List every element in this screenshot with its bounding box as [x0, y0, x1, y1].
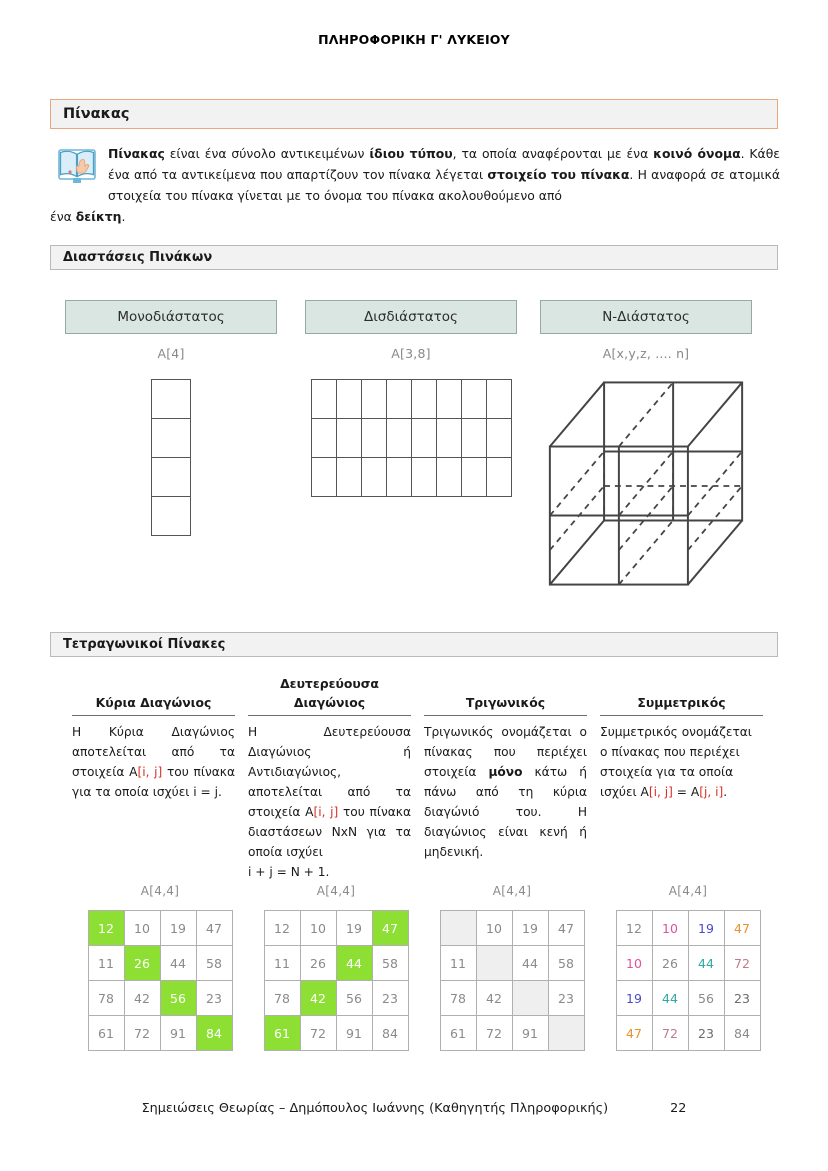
section-header-dimensions-label: Διαστάσεις Πινάκων	[63, 250, 213, 265]
matrix-cell: 72	[724, 946, 760, 981]
grid-cell	[411, 419, 436, 458]
matrix-cell: 78	[264, 981, 300, 1016]
matrix-cell: 12	[264, 911, 300, 946]
comparison-head-symmetric	[600, 672, 763, 716]
matrix-cell: 12	[616, 911, 652, 946]
matrix-row	[440, 1016, 584, 1051]
comparison-head-line2: Κύρια Διαγώνιος	[95, 695, 212, 710]
intro-term-koino-onoma: κοινό όνομα	[653, 146, 741, 161]
matrix-cell: 23	[372, 981, 408, 1016]
matrix-triangular	[440, 910, 585, 1051]
matrix-caption: Α[4,4]	[140, 884, 180, 898]
matrix-cell: 56	[336, 981, 372, 1016]
grid-cell	[386, 419, 411, 458]
matrix-cell: 10	[300, 911, 336, 946]
matrix-cell: 84	[724, 1016, 760, 1051]
matrix-cell: 10	[616, 946, 652, 981]
body-text-fragment: του πίνακα διαστάσεων ΝxΝ για τα οποία ισχύει	[248, 805, 412, 859]
matrix-caption: Α[4,4]	[492, 884, 532, 898]
dimension-label-nd: Α[x,y,z, .... n]	[602, 346, 690, 361]
comparison-column-triangular	[424, 672, 600, 882]
cube-wireframe-icon	[540, 371, 752, 596]
section-header-table-label: Πίνακας	[63, 106, 130, 122]
body-text-fragment: .	[723, 785, 728, 799]
grid-row	[152, 419, 191, 458]
example-matrices	[72, 884, 778, 1051]
grid-row	[311, 380, 511, 419]
comparison-head-triangular	[424, 672, 587, 716]
grid-cell	[461, 458, 486, 497]
body-text-fragment: = A	[672, 785, 700, 799]
matrix-row	[616, 946, 760, 981]
intro-term-pinakas: Πίνακας	[108, 146, 165, 161]
matrix-caption: Α[4,4]	[316, 884, 356, 898]
intro-text-1: είναι ένα σύνολο αντικειμένων	[164, 146, 370, 161]
section-header-table	[50, 99, 778, 129]
dimension-card-nd: Ν-Διάστατος	[540, 300, 752, 334]
grid-row	[152, 458, 191, 497]
matrix-cell: 47	[616, 1016, 652, 1051]
dimensions-row	[50, 300, 778, 600]
matrix-cell: 58	[372, 946, 408, 981]
comparison-head-anti-diagonal	[248, 672, 411, 716]
body-text-fragment: A	[640, 785, 649, 799]
intro-text-6: .	[121, 209, 126, 224]
grid-cell	[411, 458, 436, 497]
intro-term-stoicheio: στοιχείο του πίνακα	[487, 167, 630, 182]
grid-cell	[311, 380, 336, 419]
comparison-body-anti-diagonal	[248, 722, 411, 882]
matrix-cell	[440, 911, 476, 946]
matrix-row	[88, 946, 232, 981]
comparison-head-line1: Δευτερεύουσα	[280, 676, 379, 691]
matrix-cell: 44	[160, 946, 196, 981]
grid-cell	[436, 458, 461, 497]
comparison-body-symmetric	[600, 722, 763, 802]
matrix-cell: 42	[476, 981, 512, 1016]
comparison-head-line2: Συμμετρικός	[637, 695, 726, 710]
matrix-cell: 23	[548, 981, 584, 1016]
matrix-cell: 72	[476, 1016, 512, 1051]
matrix-block-symmetric	[600, 884, 776, 1051]
grid-cell	[152, 497, 191, 536]
footer-note: Σημειώσεις Θεωρίας – Δημόπουλος Ιωάννης (Καθηγητής Πληροφορικής)	[141, 1101, 609, 1116]
matrix-cell: 61	[440, 1016, 476, 1051]
matrix-symmetric	[616, 910, 761, 1051]
intro-text-5: ένα	[50, 209, 76, 224]
matrix-cell: 26	[300, 946, 336, 981]
dimension-column-nd	[540, 300, 752, 596]
matrix-cell: 10	[476, 911, 512, 946]
grid-row	[311, 458, 511, 497]
page-footer	[0, 1101, 828, 1116]
matrix-cell: 19	[688, 911, 724, 946]
matrix-anti-diagonal	[264, 910, 409, 1051]
grid-1d	[151, 379, 191, 536]
matrix-cell	[512, 981, 548, 1016]
body-text-fragment: Η Κύρια Διαγώνιος αποτελείται από τα στοιχεία A	[72, 725, 235, 779]
matrix-cell: 78	[88, 981, 124, 1016]
grid-cell	[361, 380, 386, 419]
intro-term-idiou-typou: ίδιου τύπου	[369, 146, 453, 161]
comparison-column-symmetric	[600, 672, 776, 882]
grid-cell	[311, 419, 336, 458]
matrix-cell: 47	[196, 911, 232, 946]
grid-cell	[152, 380, 191, 419]
grid-cell	[436, 419, 461, 458]
array-index-notation: [i, j]	[137, 765, 163, 779]
matrix-cell: 61	[88, 1016, 124, 1051]
grid-row	[152, 380, 191, 419]
matrix-cell: 47	[372, 911, 408, 946]
matrix-row	[264, 911, 408, 946]
matrix-row	[616, 981, 760, 1016]
matrix-cell: 23	[196, 981, 232, 1016]
body-text-fragment: κάτω ή πάνω από τη κύρια διαγώνιό του. Η διαγώνιος είναι κενή ή μηδενική.	[424, 765, 587, 859]
matrix-cell	[548, 1016, 584, 1051]
matrix-cell: 47	[724, 911, 760, 946]
matrix-cell: 72	[652, 1016, 688, 1051]
comparison-head-main-diagonal	[72, 672, 235, 716]
comparison-column-anti-diagonal	[248, 672, 424, 882]
matrix-cell: 61	[264, 1016, 300, 1051]
matrix-cell: 91	[336, 1016, 372, 1051]
matrix-cell: 11	[264, 946, 300, 981]
intro-block	[50, 143, 780, 227]
matrix-caption: Α[4,4]	[668, 884, 708, 898]
matrix-cell: 11	[88, 946, 124, 981]
matrix-row	[616, 911, 760, 946]
grid-cell	[386, 458, 411, 497]
array-diagram-3d	[540, 371, 752, 596]
dimension-label-2d: Α[3,8]	[391, 346, 431, 361]
intro-text-4: . Η αναφορά σε ατομικά στοιχεία του πίνακα γίνεται με το όνομα του πίνακα ακολουθούμενο από	[108, 167, 780, 203]
matrix-row	[88, 1016, 232, 1051]
matrix-cell: 10	[124, 911, 160, 946]
open-book-icon	[58, 147, 96, 185]
dimension-column-2d	[305, 300, 517, 497]
matrix-cell: 91	[160, 1016, 196, 1051]
intro-paragraph-tail	[50, 206, 780, 227]
matrix-row	[264, 981, 408, 1016]
matrix-cell: 78	[440, 981, 476, 1016]
intro-paragraph	[108, 143, 780, 206]
matrix-cell: 56	[160, 981, 196, 1016]
matrix-cell: 12	[88, 911, 124, 946]
dimension-card-2d: Δισδιάστατος	[305, 300, 517, 334]
body-text-fragment: του πίνακα για τα οποία ισχύει i = j.	[72, 765, 236, 799]
grid-cell	[411, 380, 436, 419]
body-text-fragment: Τριγωνικός ονομάζεται ο πίνακας που περιέχει στοιχεία	[424, 725, 587, 779]
matrix-row	[264, 946, 408, 981]
matrix-cell: 44	[512, 946, 548, 981]
grid-2d	[311, 379, 512, 497]
grid-cell	[336, 458, 361, 497]
intro-text-3: . Κάθε ένα από τα αντικείμενα που απαρτίζουν τον πίνακα λέγεται	[108, 146, 780, 182]
dimension-label-1d: Α[4]	[157, 346, 185, 361]
grid-cell	[152, 458, 191, 497]
grid-cell	[486, 419, 511, 458]
matrix-cell: 19	[512, 911, 548, 946]
matrix-cell: 11	[440, 946, 476, 981]
matrix-cell: 26	[652, 946, 688, 981]
matrix-cell: 23	[724, 981, 760, 1016]
grid-cell	[152, 419, 191, 458]
matrix-row	[616, 1016, 760, 1051]
comparison-columns	[72, 672, 778, 882]
array-diagram-2d	[305, 379, 517, 497]
grid-row	[311, 419, 511, 458]
grid-cell	[361, 419, 386, 458]
matrix-cell: 84	[372, 1016, 408, 1051]
matrix-cell: 26	[124, 946, 160, 981]
comparison-head-line2: Τριγωνικός	[465, 695, 546, 710]
matrix-cell: 58	[196, 946, 232, 981]
array-index-notation: [i, j]	[313, 805, 339, 819]
grid-cell	[311, 458, 336, 497]
footer-page-number: 22	[670, 1101, 687, 1116]
grid-cell	[336, 380, 361, 419]
matrix-cell	[476, 946, 512, 981]
grid-row	[152, 497, 191, 536]
body-text-fragment: Συμμετρικός ονομάζεται ο πίνακας που περιέχει στοιχεία για τα οποία ισχύει	[600, 725, 752, 799]
grid-cell	[361, 458, 386, 497]
matrix-cell: 19	[336, 911, 372, 946]
matrix-cell: 44	[336, 946, 372, 981]
matrix-cell: 19	[160, 911, 196, 946]
matrix-block-triangular	[424, 884, 600, 1051]
matrix-cell: 42	[300, 981, 336, 1016]
intro-text-2: , τα οποία αναφέρονται με ένα	[452, 146, 654, 161]
grid-cell	[386, 380, 411, 419]
dimension-card-1d: Μονοδιάστατος	[65, 300, 277, 334]
comparison-body-triangular	[424, 722, 587, 862]
matrix-cell: 42	[124, 981, 160, 1016]
grid-cell	[461, 380, 486, 419]
matrix-main-diagonal	[88, 910, 233, 1051]
matrix-row	[440, 946, 584, 981]
section-header-dimensions	[50, 245, 778, 270]
grid-cell	[486, 458, 511, 497]
matrix-cell: 19	[616, 981, 652, 1016]
matrix-cell: 44	[652, 981, 688, 1016]
matrix-row	[88, 981, 232, 1016]
matrix-row	[88, 911, 232, 946]
comparison-head-line2: Διαγώνιος	[293, 695, 366, 710]
matrix-block-anti-diagonal	[248, 884, 424, 1051]
comparison-body-main-diagonal	[72, 722, 235, 802]
matrix-block-main-diagonal	[72, 884, 248, 1051]
matrix-cell: 91	[512, 1016, 548, 1051]
body-text-fragment: i + j = N + 1.	[248, 865, 330, 879]
matrix-row	[264, 1016, 408, 1051]
matrix-cell: 23	[688, 1016, 724, 1051]
array-index-notation: [j, i]	[699, 785, 724, 799]
array-index-notation: [i, j]	[648, 785, 673, 799]
comparison-column-main-diagonal	[72, 672, 248, 882]
matrix-row	[440, 911, 584, 946]
grid-cell	[436, 380, 461, 419]
section-header-square-label: Τετραγωνικοί Πίνακες	[63, 637, 226, 652]
grid-cell	[336, 419, 361, 458]
matrix-cell: 47	[548, 911, 584, 946]
matrix-row	[440, 981, 584, 1016]
matrix-cell: 56	[688, 981, 724, 1016]
matrix-cell: 10	[652, 911, 688, 946]
intro-term-deikti: δείκτη	[75, 209, 122, 224]
matrix-cell: 84	[196, 1016, 232, 1051]
body-text-fragment: Η Δευτερεύουσα Διαγώνιος ή Αντιδιαγώνιος, αποτελείται από τα στοιχεία A	[248, 725, 411, 819]
matrix-cell: 44	[688, 946, 724, 981]
running-head: ΠΛΗΡΟΦΟΡΙΚΗ Γ' ΛΥΚΕΙΟΥ	[318, 32, 510, 47]
grid-cell	[461, 419, 486, 458]
matrix-cell: 72	[300, 1016, 336, 1051]
body-text-fragment: μόνο	[488, 765, 523, 779]
matrix-cell: 58	[548, 946, 584, 981]
grid-cell	[486, 380, 511, 419]
matrix-cell: 72	[124, 1016, 160, 1051]
dimension-column-1d	[65, 300, 277, 536]
array-diagram-1d	[65, 379, 277, 536]
section-header-square	[50, 632, 778, 657]
